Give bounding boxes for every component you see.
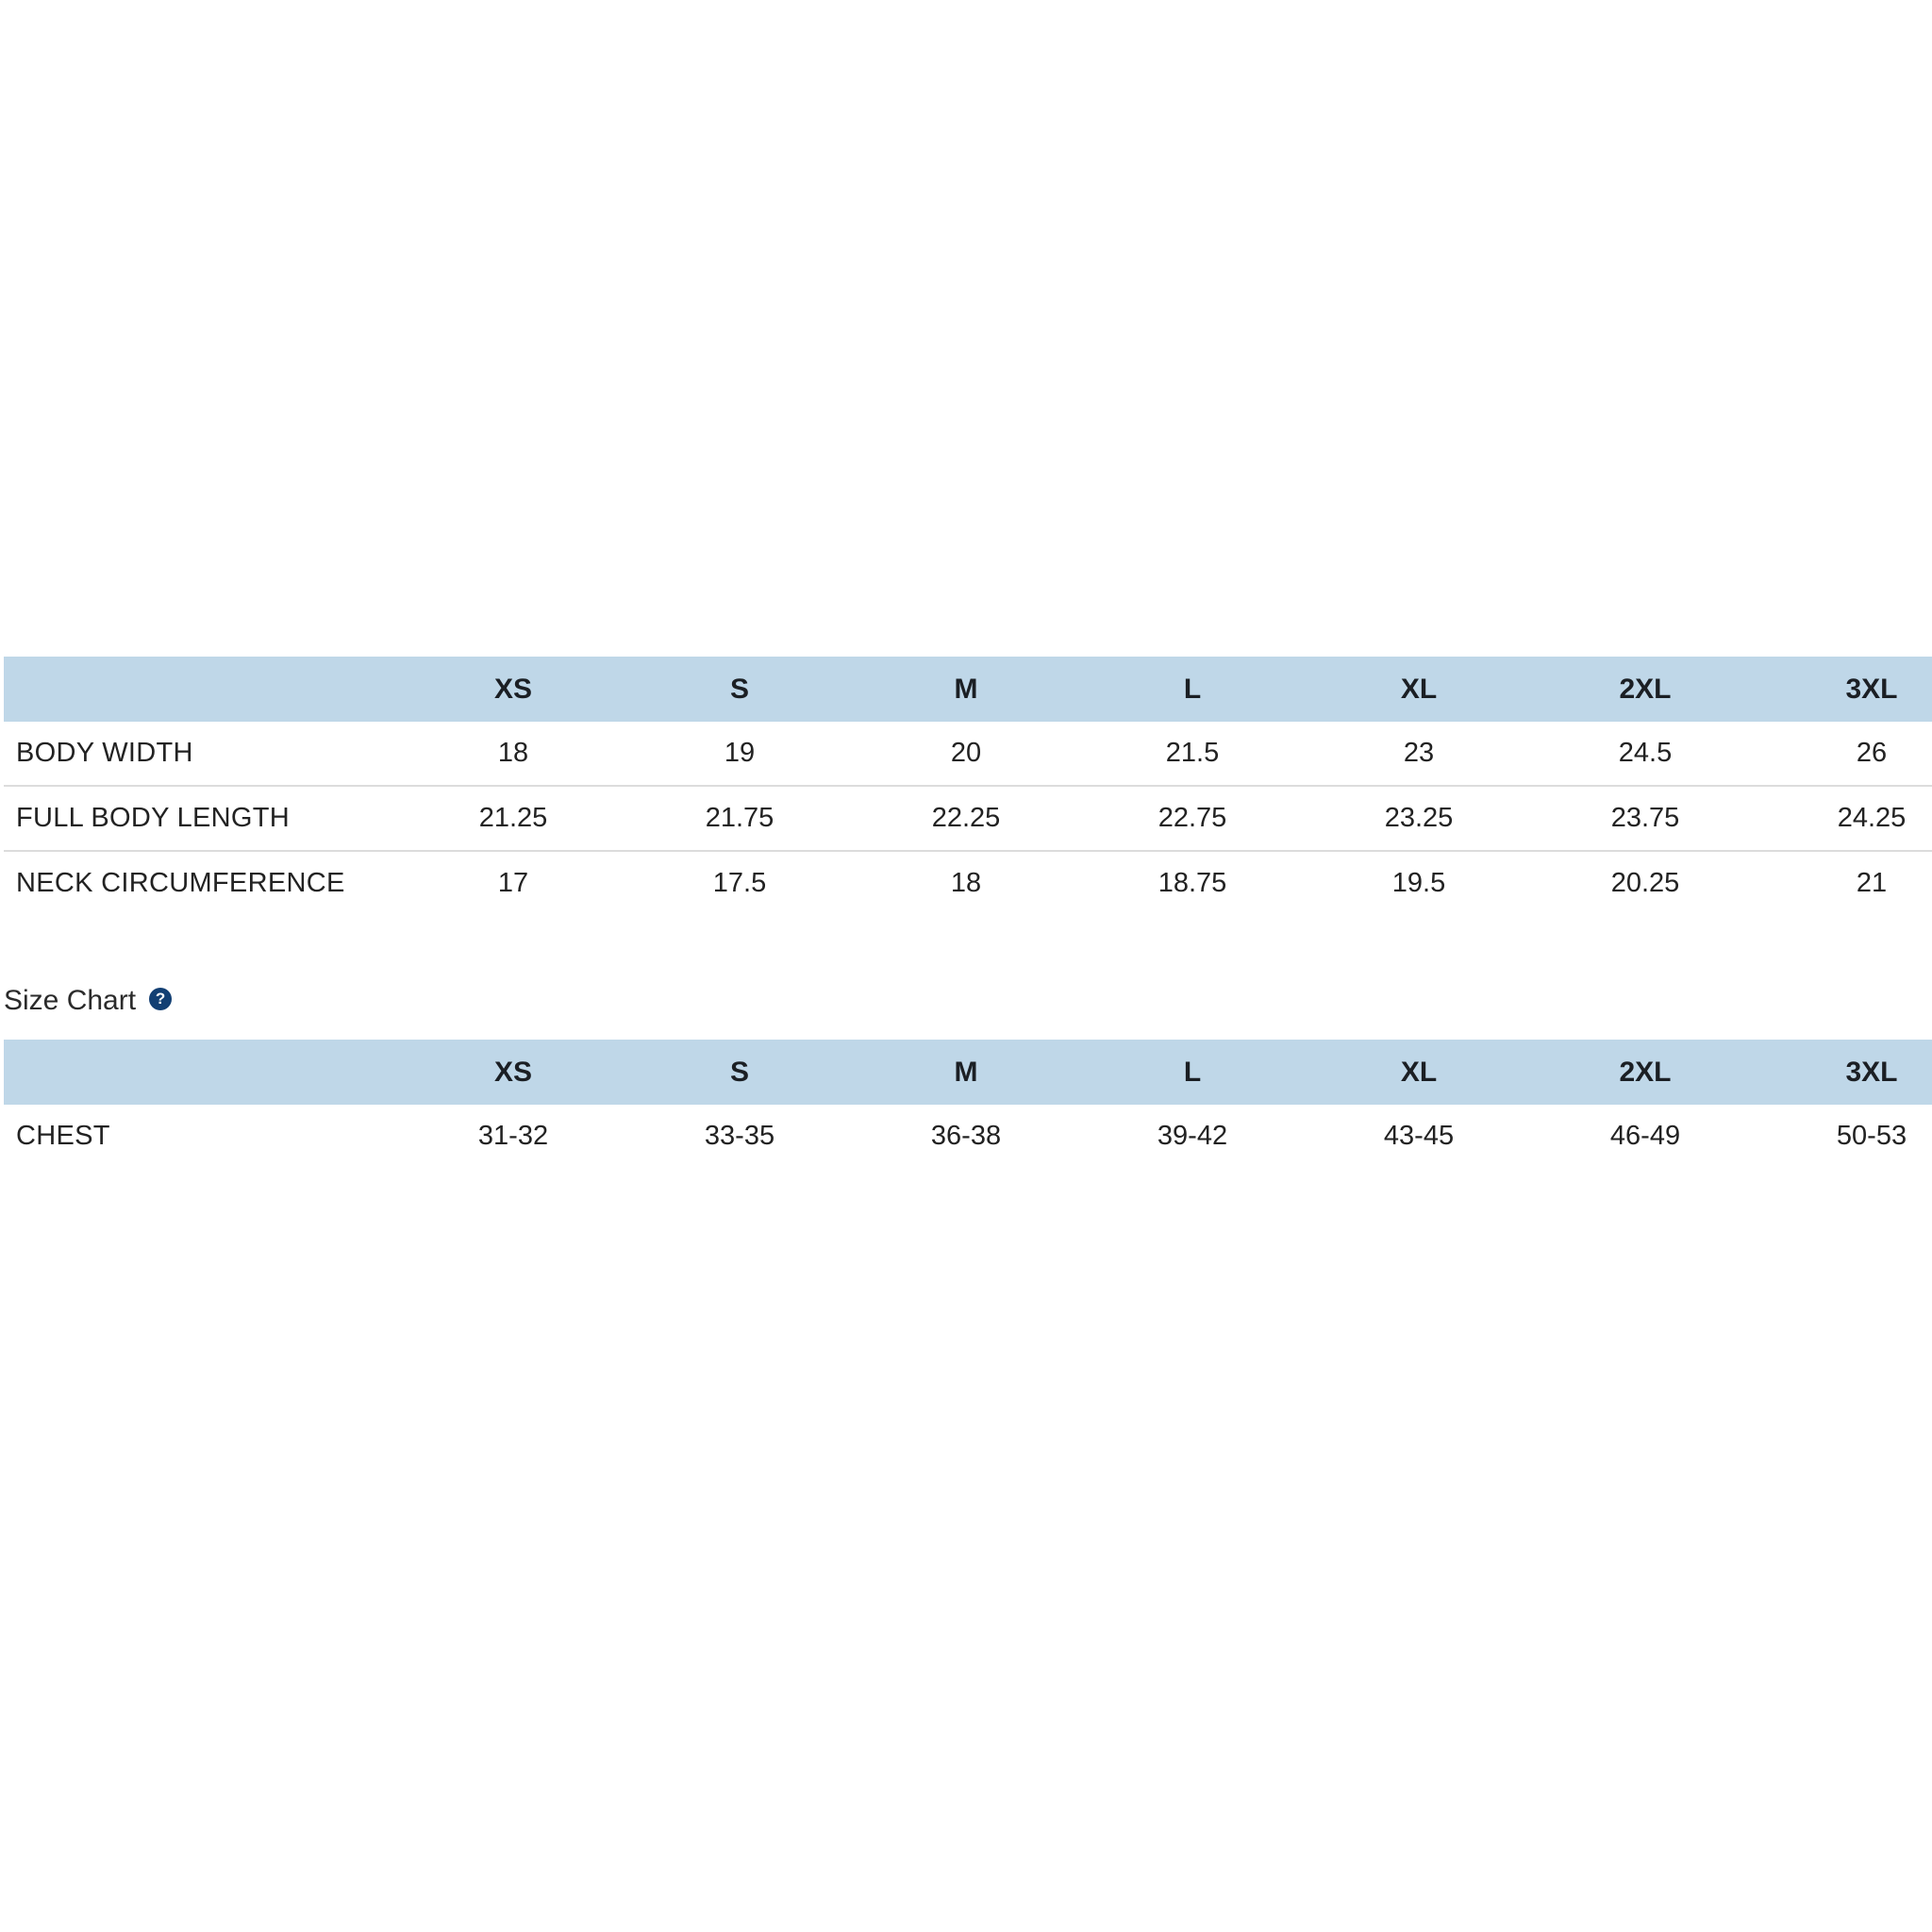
table-cell: 18	[497, 738, 529, 768]
header-cell-size: M	[954, 673, 978, 705]
table-cell: 50-53	[1836, 1121, 1907, 1151]
table-cell: 36-38	[930, 1121, 1002, 1151]
row-label: NECK CIRCUMFERENCE	[4, 851, 400, 915]
header-cell-empty	[4, 657, 400, 722]
header-cell-size: L	[1183, 673, 1202, 705]
table-cell: 21.5	[1165, 738, 1220, 768]
table-row	[4, 722, 1932, 786]
table-cell: 43-45	[1383, 1121, 1455, 1151]
question-circle-icon[interactable]: ?	[149, 988, 172, 1010]
table-cell: 21.75	[626, 786, 853, 851]
table-cell: 24.5	[1618, 738, 1673, 768]
table-header-row	[4, 657, 1932, 722]
header-cell-size: 3XL	[1845, 673, 1898, 705]
table-cell: 24.25	[1758, 786, 1932, 851]
header-cell-size: 3XL	[1845, 1056, 1898, 1088]
size-chart-heading	[4, 982, 172, 1020]
table-cell: 23.75	[1532, 786, 1758, 851]
header-cell-size: M	[954, 1056, 978, 1088]
header-cell-size: 2XL	[1619, 673, 1672, 705]
header-cell-empty	[4, 1040, 400, 1105]
table-cell: 19	[724, 738, 756, 768]
header-cell-size: XL	[1400, 1056, 1438, 1088]
row-label: FULL BODY LENGTH	[4, 786, 400, 851]
table-cell: 19.5	[1306, 851, 1532, 915]
table-header-row	[4, 1040, 1932, 1105]
table-cell: 20	[950, 738, 982, 768]
header-cell-size: L	[1183, 1056, 1202, 1088]
table-cell: 22.25	[853, 786, 1079, 851]
table-cell: 18.75	[1079, 851, 1306, 915]
measurements-table	[4, 657, 1932, 915]
header-cell-size: XL	[1400, 673, 1438, 705]
table-row	[4, 786, 1932, 851]
table-row	[4, 1105, 1932, 1168]
row-label: CHEST	[16, 1121, 110, 1151]
table-cell: 31-32	[477, 1121, 549, 1151]
header-cell-size: XS	[493, 673, 533, 705]
size-chart-title: Size Chart	[4, 985, 137, 1016]
header-cell-size: S	[729, 673, 749, 705]
table-cell: 17.5	[626, 851, 853, 915]
header-cell-size: S	[729, 1056, 749, 1088]
header-cell-size: XS	[493, 1056, 533, 1088]
table-cell: 23	[1403, 738, 1435, 768]
table-cell: 17	[400, 851, 626, 915]
header-cell-size: 2XL	[1619, 1056, 1672, 1088]
table-cell: 33-35	[704, 1121, 775, 1151]
row-label: BODY WIDTH	[16, 738, 193, 768]
table-cell: 26	[1856, 738, 1888, 768]
table-cell: 39-42	[1157, 1121, 1228, 1151]
table-cell: 20.25	[1532, 851, 1758, 915]
table-cell: 23.25	[1306, 786, 1532, 851]
table-cell: 18	[853, 851, 1079, 915]
table-cell: 46-49	[1609, 1121, 1681, 1151]
size-chart-table	[4, 1040, 1932, 1168]
table-cell: 21.25	[400, 786, 626, 851]
table-row	[4, 851, 1932, 915]
table-cell: 21	[1758, 851, 1932, 915]
table-cell: 22.75	[1079, 786, 1306, 851]
